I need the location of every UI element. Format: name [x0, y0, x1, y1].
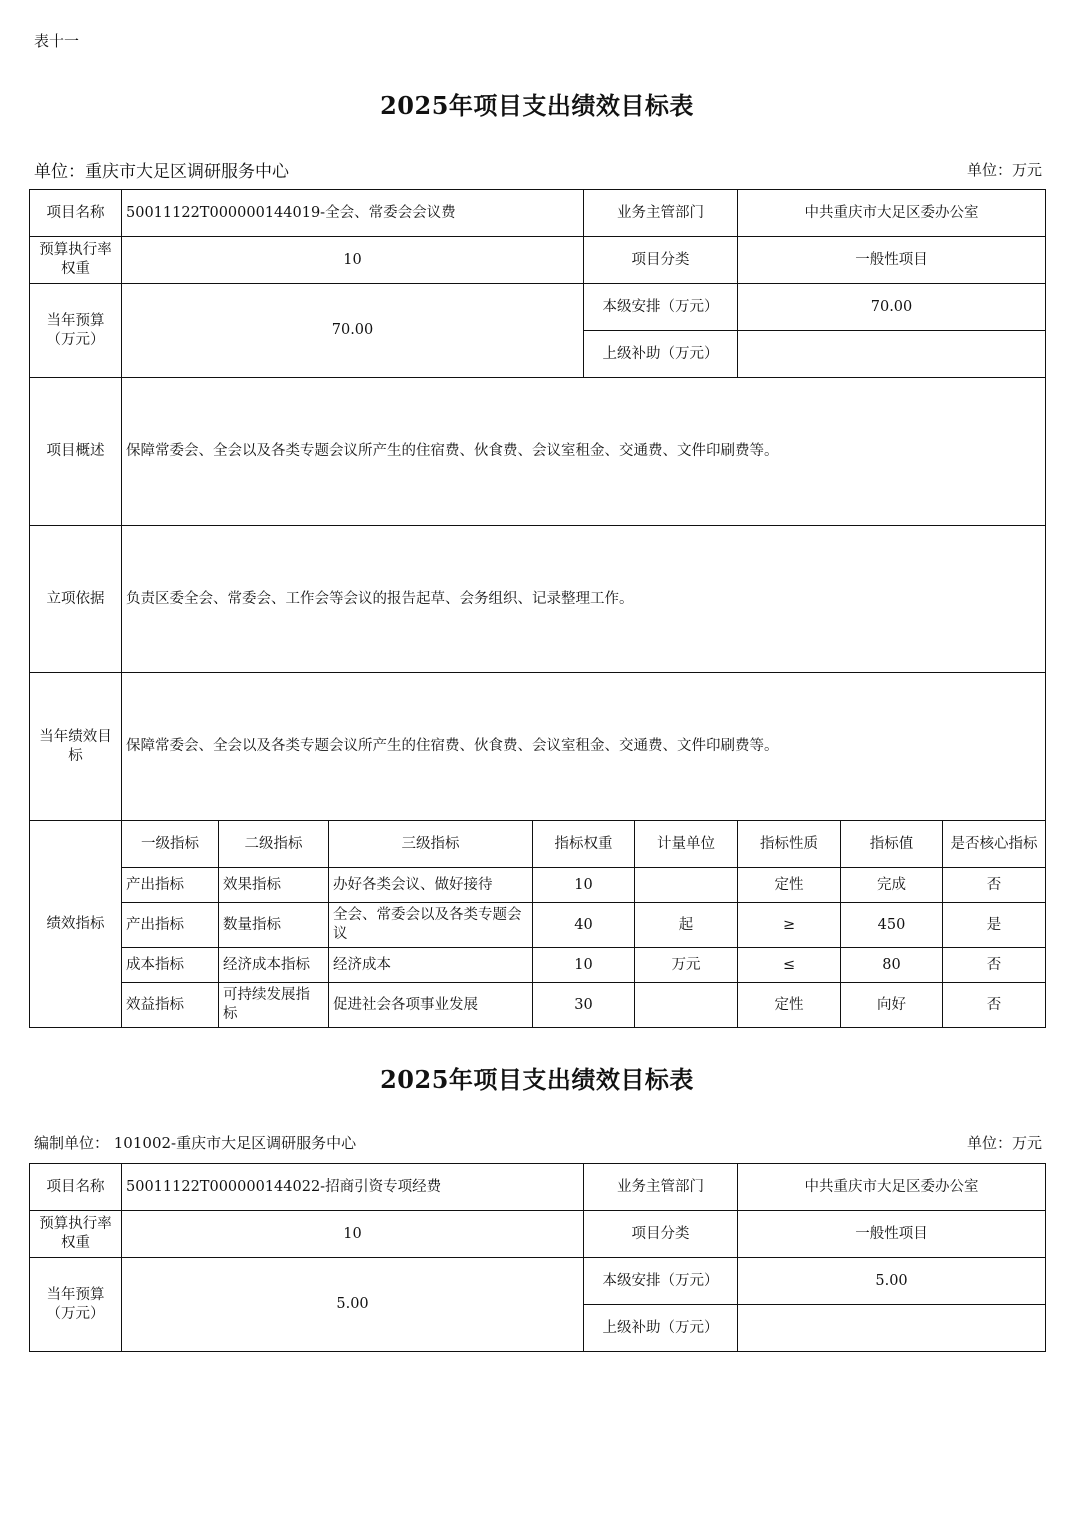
indicator-row	[30, 983, 1046, 1028]
cell-weight: 30	[533, 983, 635, 1028]
cell-weight: 10	[533, 868, 635, 903]
cell-unit: 万元	[635, 948, 738, 983]
cell-level3: 经济成本	[329, 948, 533, 983]
value-upper-subsidy	[738, 331, 1046, 378]
indicator-row	[30, 903, 1046, 948]
label-exec-weight: 预算执行率权重	[30, 237, 122, 284]
cell-core: 否	[943, 948, 1046, 983]
label-annual-budget: 当年预算（万元）	[30, 1258, 122, 1352]
label-project-name: 项目名称	[30, 1164, 122, 1211]
cell-unit	[635, 983, 738, 1028]
label-upper-subsidy: 上级补助（万元）	[584, 1305, 738, 1352]
label-category: 项目分类	[584, 1211, 738, 1258]
label-indicators: 绩效指标	[30, 821, 122, 1028]
label-annual-budget: 当年预算（万元）	[30, 284, 122, 378]
cell-level2: 效果指标	[219, 868, 329, 903]
header-weight: 指标权重	[533, 821, 635, 868]
value-supervisor: 中共重庆市大足区委办公室	[738, 190, 1046, 237]
cell-value: 向好	[841, 983, 943, 1028]
indicator-row	[30, 868, 1046, 903]
header-nature: 指标性质	[738, 821, 841, 868]
label-exec-weight: 预算执行率权重	[30, 1211, 122, 1258]
label-upper-subsidy: 上级补助（万元）	[584, 331, 738, 378]
cell-level1: 产出指标	[122, 868, 219, 903]
value-annual-budget: 5.00	[122, 1258, 584, 1352]
cell-level2: 经济成本指标	[219, 948, 329, 983]
cell-level1: 成本指标	[122, 948, 219, 983]
cell-value: 80	[841, 948, 943, 983]
cell-nature: ≤	[738, 948, 841, 983]
label-supervisor: 业务主管部门	[584, 190, 738, 237]
label-project-name: 项目名称	[30, 190, 122, 237]
cell-value: 完成	[841, 868, 943, 903]
cell-level2: 数量指标	[219, 903, 329, 948]
label-overview: 项目概述	[30, 378, 122, 526]
cell-nature: ≥	[738, 903, 841, 948]
cell-core: 否	[943, 983, 1046, 1028]
header-core: 是否核心指标	[943, 821, 1046, 868]
cell-value: 450	[841, 903, 943, 948]
value-annual-budget: 70.00	[122, 284, 584, 378]
header-value: 指标值	[841, 821, 943, 868]
label-local-alloc: 本级安排（万元）	[584, 1258, 738, 1305]
performance-table-2	[29, 1163, 1046, 1352]
table1-title: 2025年项目支出绩效目标表	[380, 91, 694, 120]
cell-weight: 40	[533, 903, 635, 948]
value-local-alloc: 70.00	[738, 284, 1046, 331]
indicator-row	[30, 948, 1046, 983]
value-overview: 保障常委会、全会以及各类专题会议所产生的住宿费、伙食费、会议室租金、交通费、文件印刷费等。	[122, 378, 1046, 526]
header-level1: 一级指标	[122, 821, 219, 868]
cell-level1: 效益指标	[122, 983, 219, 1028]
cell-nature: 定性	[738, 983, 841, 1028]
table1-unit-right: 单位：万元	[966, 161, 1042, 179]
value-local-alloc: 5.00	[738, 1258, 1046, 1305]
cell-nature: 定性	[738, 868, 841, 903]
cell-level1: 产出指标	[122, 903, 219, 948]
cell-level3: 促进社会各项事业发展	[329, 983, 533, 1028]
value-basis: 负责区委全会、常委会、工作会等会议的报告起草、会务组织、记录整理工作。	[122, 526, 1046, 673]
cell-weight: 10	[533, 948, 635, 983]
header-level2: 二级指标	[219, 821, 329, 868]
value-upper-subsidy	[738, 1305, 1046, 1352]
label-basis: 立项依据	[30, 526, 122, 673]
value-project-name: 50011122T000000144022-招商引资专项经费	[122, 1164, 584, 1211]
cell-core: 是	[943, 903, 1046, 948]
cell-level3: 全会、常委会以及各类专题会议	[329, 903, 533, 948]
value-category: 一般性项目	[738, 1211, 1046, 1258]
table2-title: 2025年项目支出绩效目标表	[380, 1065, 694, 1094]
label-category: 项目分类	[584, 237, 738, 284]
value-exec-weight: 10	[122, 1211, 584, 1258]
performance-table-1	[29, 189, 1046, 1028]
label-goal: 当年绩效目标	[30, 673, 122, 821]
value-exec-weight: 10	[122, 237, 584, 284]
cell-level3: 办好各类会议、做好接待	[329, 868, 533, 903]
value-category: 一般性项目	[738, 237, 1046, 284]
value-project-name: 50011122T000000144019-全会、常委会会议费	[122, 190, 584, 237]
table2-unit-right: 单位：万元	[966, 1134, 1042, 1152]
header-level3: 三级指标	[329, 821, 533, 868]
label-local-alloc: 本级安排（万元）	[584, 284, 738, 331]
header-unit: 计量单位	[635, 821, 738, 868]
cell-unit: 起	[635, 903, 738, 948]
cell-level2: 可持续发展指标	[219, 983, 329, 1028]
table1-unit-left: 单位：重庆市大足区调研服务中心	[34, 162, 289, 182]
cell-core: 否	[943, 868, 1046, 903]
value-goal: 保障常委会、全会以及各类专题会议所产生的住宿费、伙食费、会议室租金、交通费、文件印刷费等。	[122, 673, 1046, 821]
document-tag: 表十一	[34, 32, 80, 50]
cell-unit	[635, 868, 738, 903]
label-supervisor: 业务主管部门	[584, 1164, 738, 1211]
table2-unit-left: 编制单位： 101002-重庆市大足区调研服务中心	[34, 1134, 357, 1152]
value-supervisor: 中共重庆市大足区委办公室	[738, 1164, 1046, 1211]
